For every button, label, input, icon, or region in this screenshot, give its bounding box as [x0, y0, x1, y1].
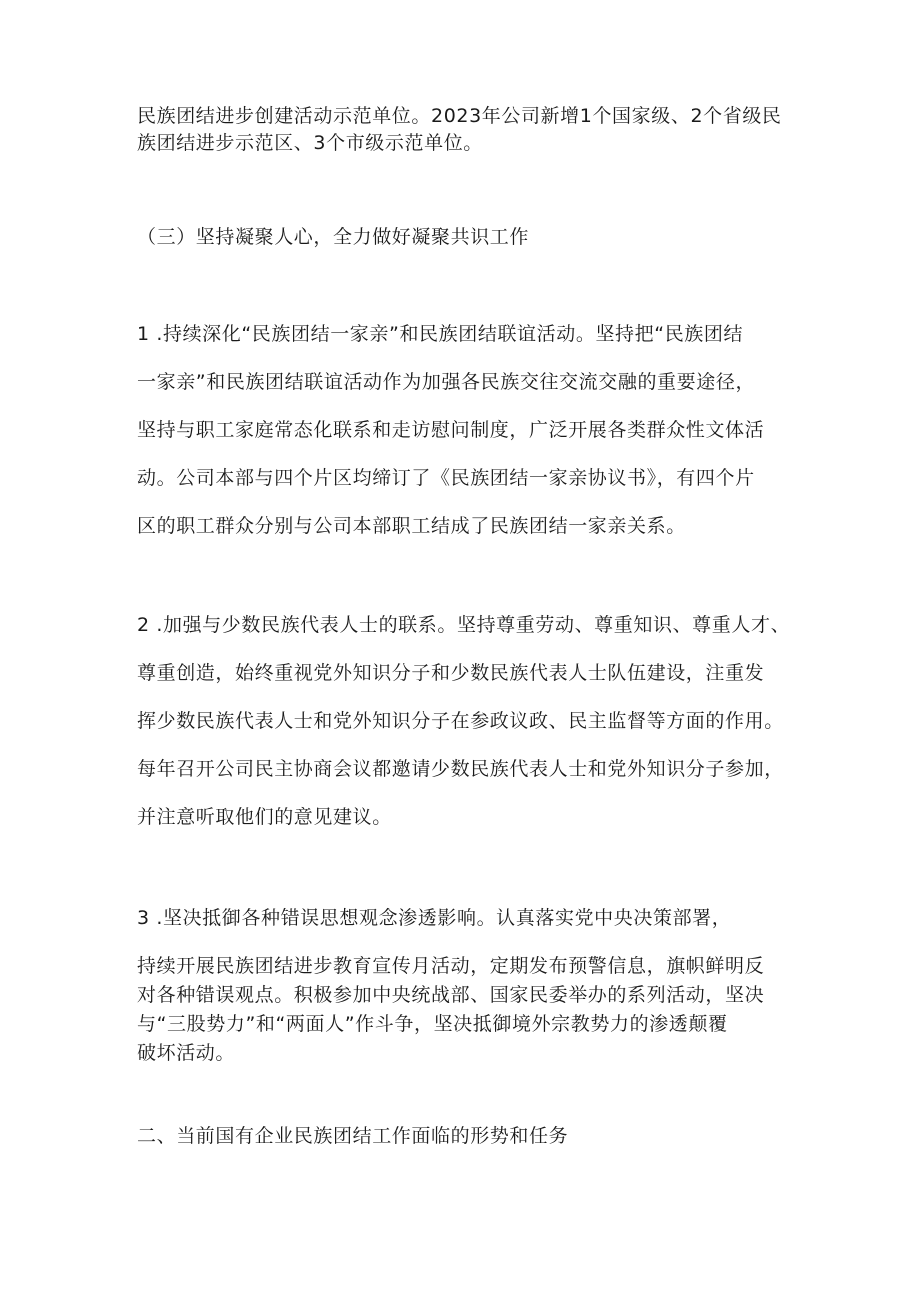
text-line: 与“三股势力”和“两面人”作斗争，坚决抵御境外宗教势力的渗透颠覆 [137, 1013, 728, 1035]
text-line: 对各种错误观点。积极参加中央统战部、国家民委举办的系列活动，坚决 [137, 984, 765, 1006]
text-line: 坚持与职工家庭常态化联系和走访慰问制度，广泛开展各类群众性文体活 [137, 419, 765, 441]
text-line: 尊重创造，始终重视党外知识分子和少数民族代表人士队伍建设，注重发 [137, 662, 765, 684]
text-line: 挥少数民族代表人士和党外知识分子在参政议政、民主监督等方面的作用。 [137, 710, 784, 732]
text-line: 每年召开公司民主协商会议都邀请少数民族代表人士和党外知识分子参加， [137, 758, 784, 780]
text-line: （三）坚持凝聚人心，全力做好凝聚共识工作 [137, 226, 530, 248]
text-line: 族团结进步示范区、3个市级示范单位。 [137, 132, 483, 154]
text-line: 一家亲”和民族团结联谊活动作为加强各民族交往交流交融的重要途径， [137, 371, 756, 393]
text-line: 3 .坚决抵御各种错误思想观念渗透影响。认真落实党中央决策部署， [137, 907, 732, 929]
text-line: 破坏活动。 [137, 1042, 236, 1064]
text-line: 动。公司本部与四个片区均缔订了《民族团结一家亲协议书》，有四个片 [137, 467, 755, 489]
text-line: 1 .持续深化“民族团结一家亲”和民族团结联谊活动。坚持把“民族团结 [137, 323, 744, 345]
text-line: 并注意听取他们的意见建议。 [137, 806, 392, 828]
text-line: 二、当前国有企业民族团结工作面临的形势和任务 [137, 1125, 569, 1147]
text-line: 持续开展民族团结进步教育宣传月活动，定期发布预警信息，旗帜鲜明反 [137, 955, 765, 977]
text-line: 2 .加强与少数民族代表人士的联系。坚持尊重劳动、尊重知识、尊重人才、 [137, 614, 791, 636]
text-line: 民族团结进步创建活动示范单位。2023年公司新增1个国家级、2个省级民 [137, 105, 782, 127]
text-line: 区的职工群众分别与公司本部职工结成了民族团结一家亲关系。 [137, 515, 686, 537]
